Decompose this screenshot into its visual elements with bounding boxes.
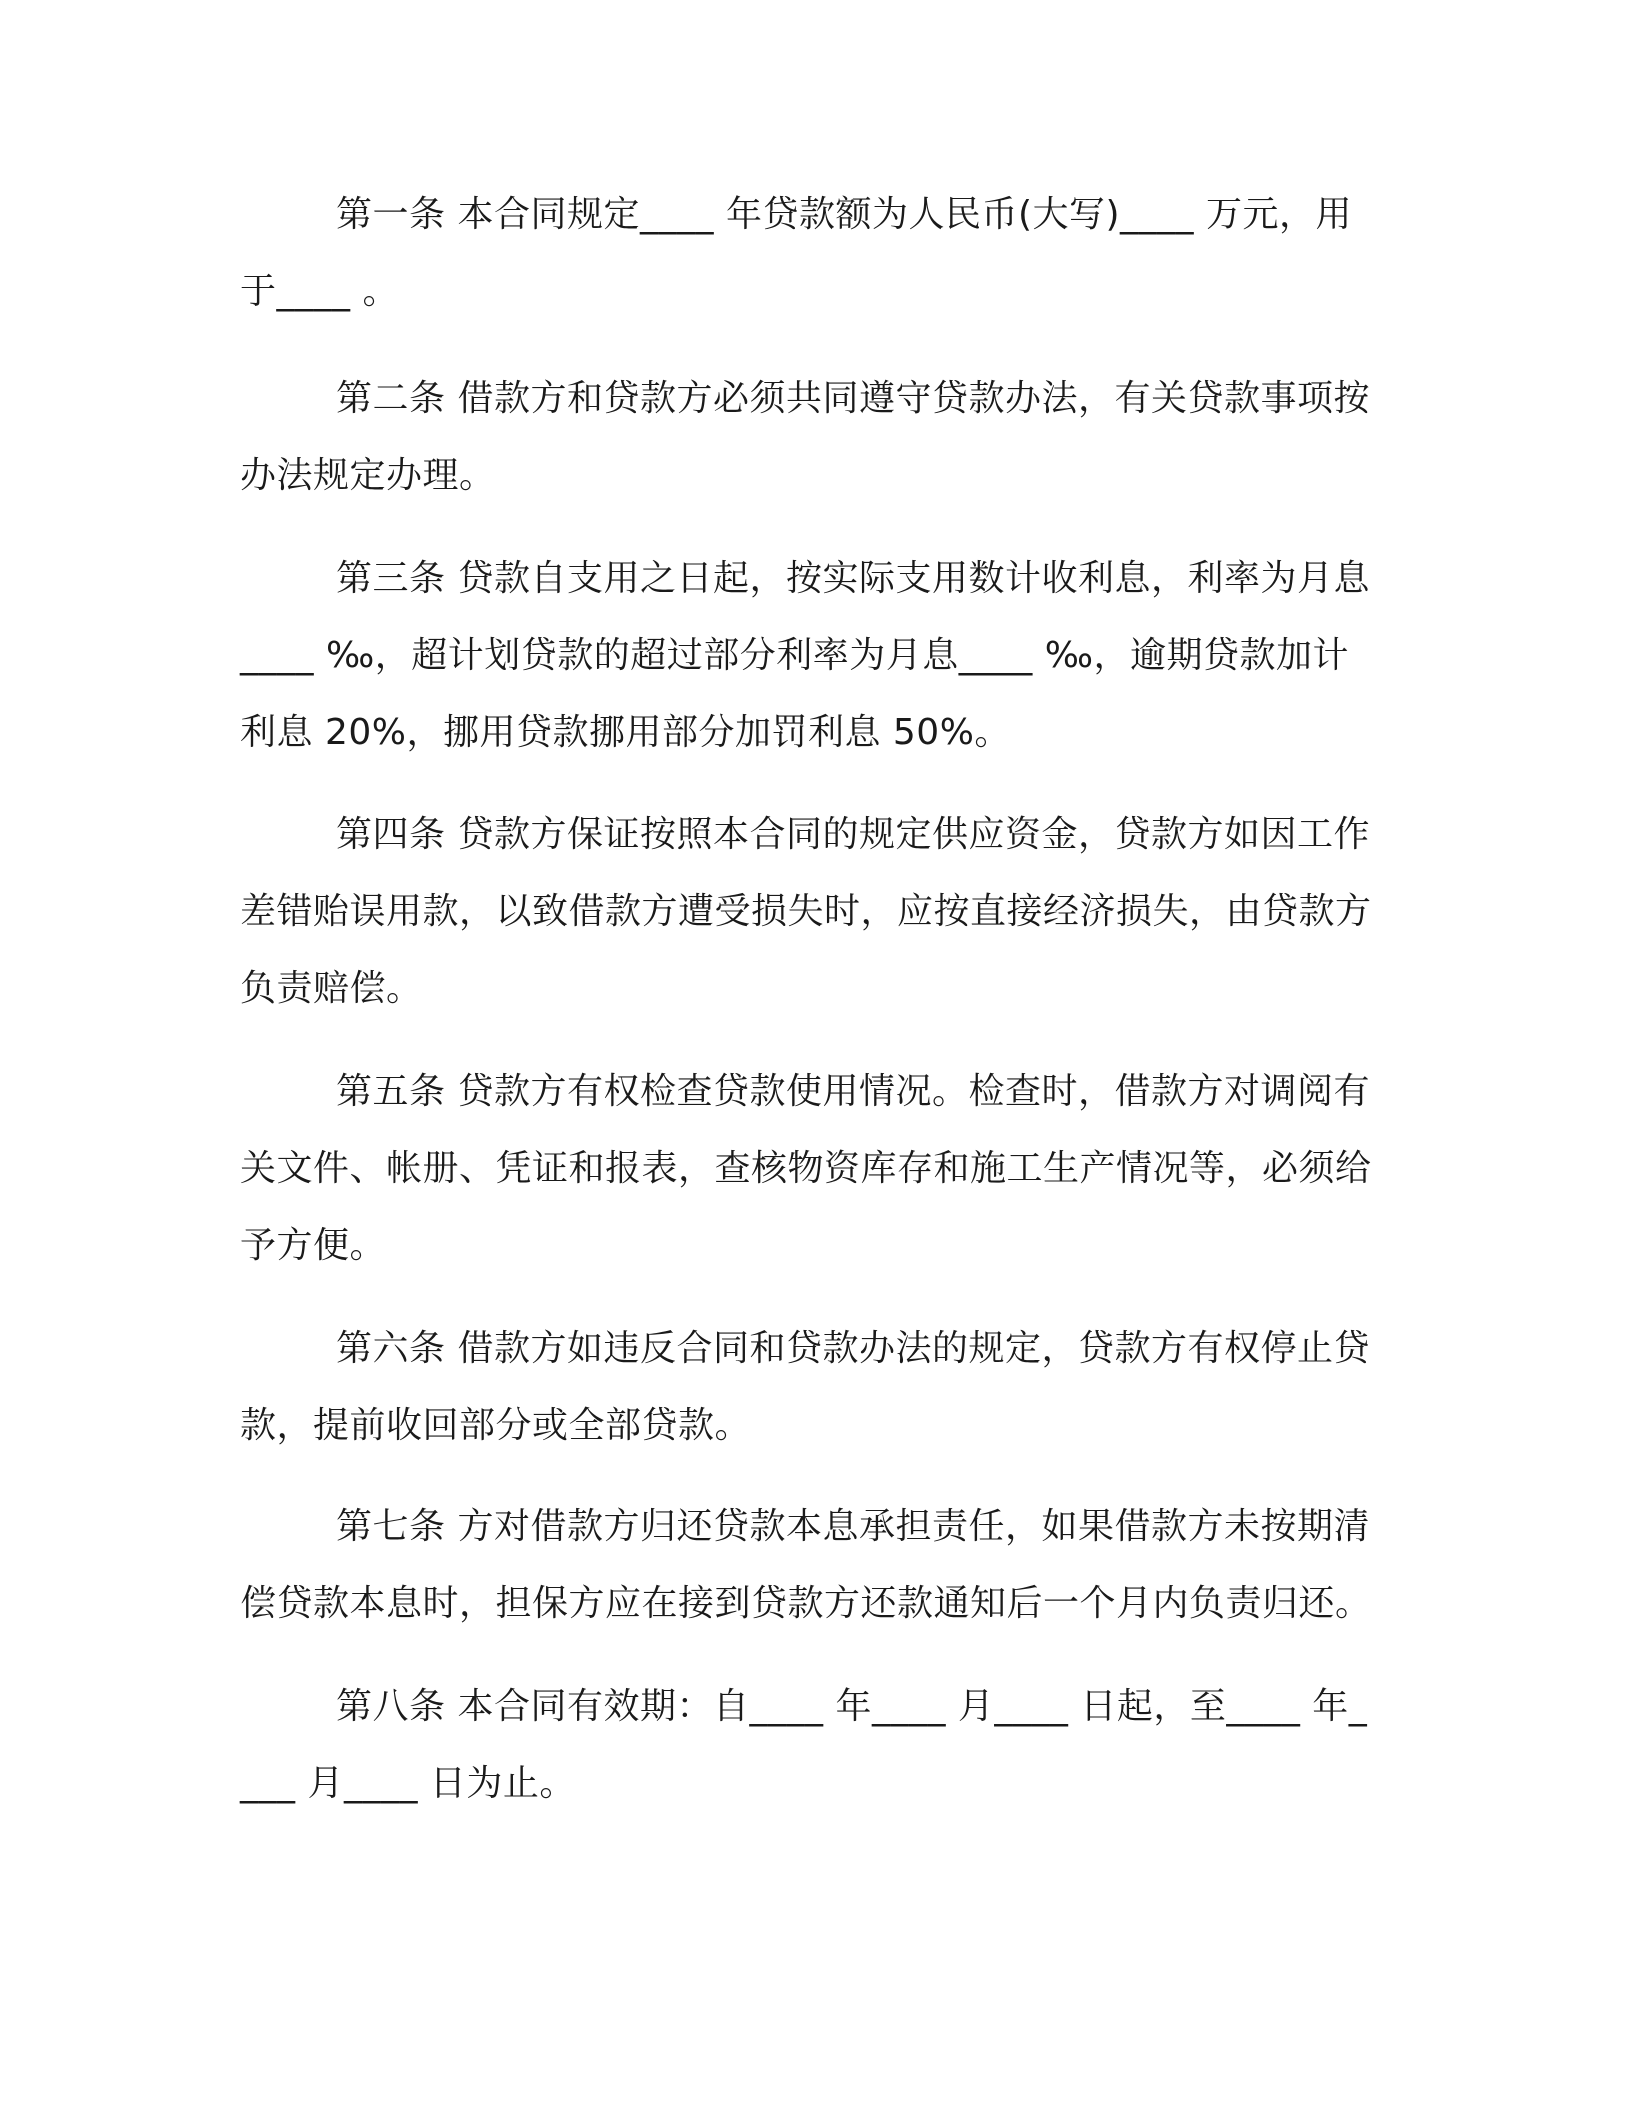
- article-4: [240, 796, 1380, 1027]
- article-2: [240, 360, 1380, 514]
- article-text: 贷款方有权检查贷款使用情况。检查时，借款方对调阅有关文件、帐册、凭证和报表，查核物资库存和施工生产情况等，必须给予方便。: [240, 1071, 1372, 1266]
- article-6: [240, 1310, 1380, 1464]
- article-number: 第七条: [336, 1506, 446, 1547]
- article-text: 本合同有效期：自____ 年____ 月____ 日起，至____ 年____ 月____ 日为止。: [240, 1686, 1368, 1804]
- article-7: [240, 1488, 1380, 1642]
- article-1: [240, 176, 1380, 330]
- article-text: 借款方和贷款方必须共同遵守贷款办法，有关贷款事项按办法规定办理。: [240, 378, 1371, 496]
- article-5: [240, 1053, 1380, 1284]
- article-number: 第三条: [336, 558, 446, 599]
- article-text: 本合同规定____ 年贷款额为人民币(大写)____ 万元，用于____ 。: [240, 194, 1352, 312]
- article-8: [240, 1668, 1380, 1822]
- article-3: [240, 540, 1380, 771]
- article-text: 贷款自支用之日起，按实际支用数计收利息，利率为月息____ ‰，超计划贷款的超过部分利率为月息____ ‰，逾期贷款加计利息 20%，挪用贷款挪用部分加罚利息 50%。: [240, 558, 1371, 753]
- article-number: 第五条: [336, 1071, 446, 1112]
- article-number: 第四条: [336, 814, 446, 855]
- article-number: 第一条: [336, 194, 446, 235]
- article-text: 方对借款方归还贷款本息承担责任，如果借款方未按期清偿贷款本息时，担保方应在接到贷款方还款通知后一个月内负责归还。: [240, 1506, 1372, 1624]
- article-number: 第二条: [336, 378, 446, 419]
- article-number: 第八条: [336, 1686, 446, 1727]
- article-number: 第六条: [336, 1328, 446, 1369]
- article-text: 借款方如违反合同和贷款办法的规定，贷款方有权停止贷款，提前收回部分或全部贷款。: [240, 1328, 1371, 1446]
- article-text: 贷款方保证按照本合同的规定供应资金，贷款方如因工作差错贻误用款，以致借款方遭受损失时，应按直接经济损失，由贷款方负责赔偿。: [240, 814, 1372, 1009]
